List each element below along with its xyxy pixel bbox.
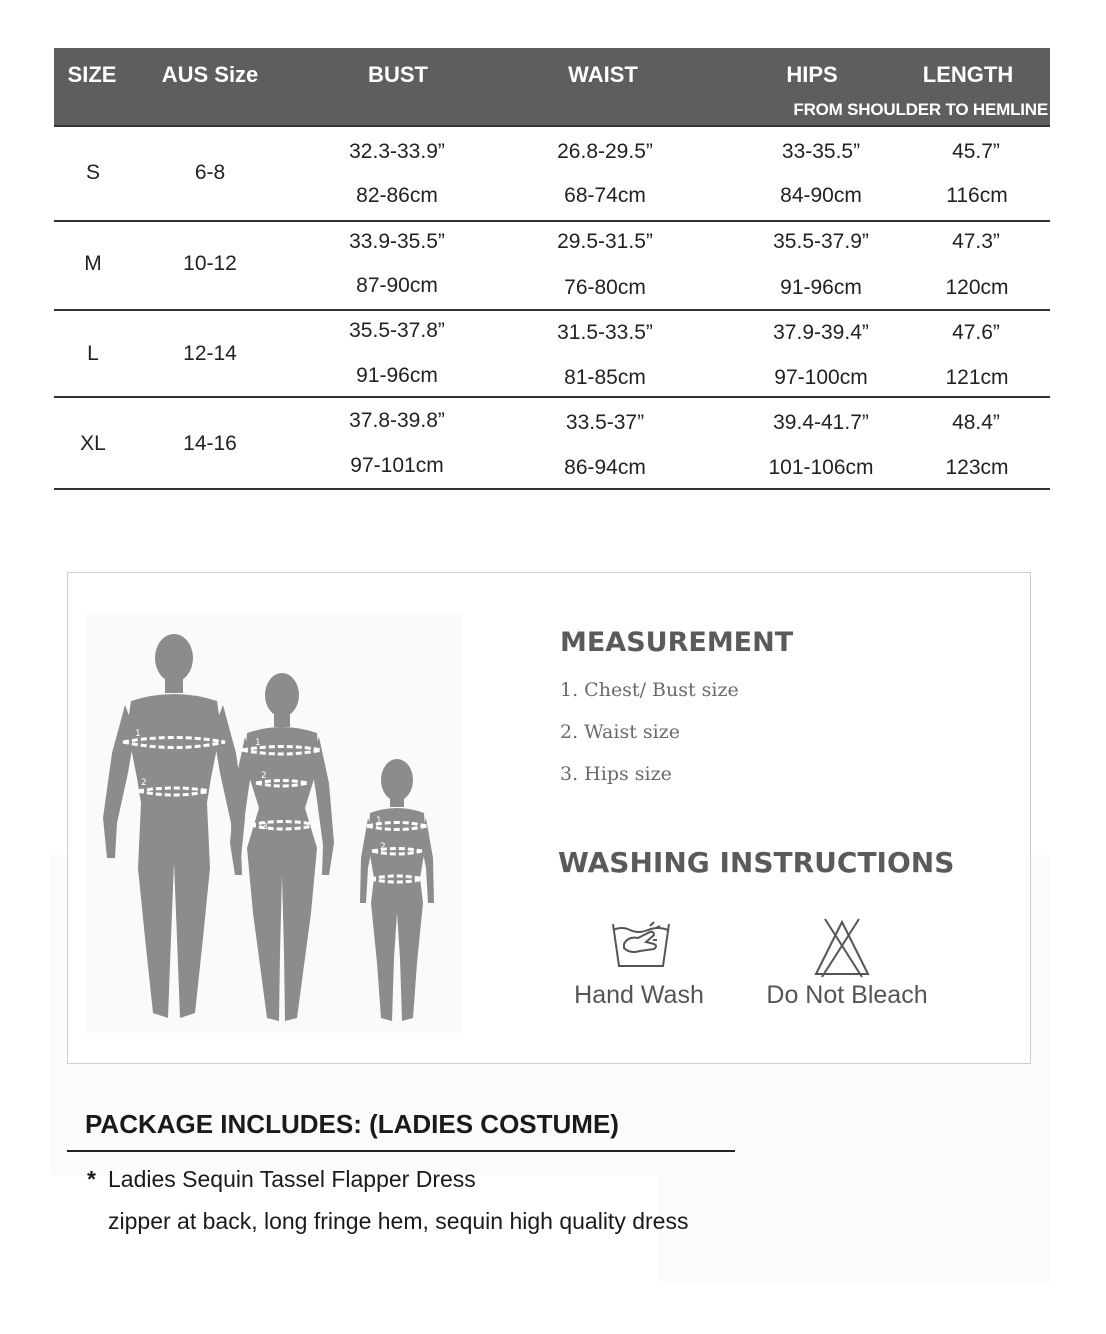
header-aus-size: AUS Size <box>161 62 259 87</box>
cell-bust-inches: 35.5-37.8” <box>349 319 445 342</box>
cell-bust-cm: 82-86cm <box>356 184 438 207</box>
figure-label: 2 <box>380 842 386 852</box>
measurement-item: 1. Chest/ Bust size <box>560 679 739 701</box>
do-not-bleach-icon <box>813 916 871 978</box>
measurement-item: 2. Waist size <box>560 721 680 743</box>
cell-hips-inches: 39.4-41.7” <box>773 411 869 434</box>
cell-waist-cm: 81-85cm <box>564 366 646 389</box>
cell-hips-inches: 33-35.5” <box>781 140 861 163</box>
cell-bust-inches: 37.8-39.8” <box>349 409 445 432</box>
cell-aus-size: 6-8 <box>194 161 226 184</box>
cell-length-inches: 48.4” <box>952 411 1000 434</box>
table-header <box>54 48 1050 125</box>
package-underline <box>67 1150 735 1152</box>
body-figures <box>85 613 461 1033</box>
header-bust: BUST <box>368 62 428 87</box>
hand-wash-label: Hand Wash <box>574 981 704 1009</box>
cell-bust-cm: 91-96cm <box>356 364 438 387</box>
figure-label: 2 <box>141 778 147 788</box>
measurement-figures-illustration <box>85 613 461 1033</box>
cell-hips-cm: 84-90cm <box>780 184 862 207</box>
cell-bust-inches: 33.9-35.5” <box>349 230 445 253</box>
package-item-detail: zipper at back, long fringe hem, sequin high quality dress <box>108 1208 689 1234</box>
cell-length-cm: 123cm <box>945 456 1009 479</box>
cell-aus-size: 14-16 <box>183 432 237 455</box>
do-not-bleach-label: Do Not Bleach <box>766 981 928 1009</box>
cell-length-cm: 121cm <box>945 366 1009 389</box>
cell-waist-inches: 29.5-31.5” <box>557 230 653 253</box>
cell-hips-cm: 91-96cm <box>780 276 862 299</box>
table-row <box>54 222 1050 311</box>
background-panel <box>658 1160 1050 1282</box>
cell-size: XL <box>80 432 106 455</box>
measurement-panel <box>67 572 1031 1064</box>
cell-waist-cm: 86-94cm <box>564 456 646 479</box>
cell-waist-cm: 68-74cm <box>564 184 646 207</box>
cell-waist-inches: 31.5-33.5” <box>557 321 653 344</box>
table-row <box>54 311 1050 398</box>
cell-size: S <box>85 161 101 184</box>
table-row <box>54 127 1050 222</box>
hand-wash-icon <box>610 918 672 970</box>
header-size: SIZE <box>67 62 117 87</box>
cell-size: M <box>84 252 102 275</box>
cell-bust-cm: 97-101cm <box>350 454 444 477</box>
cell-length-cm: 120cm <box>945 276 1009 299</box>
package-title: PACKAGE INCLUDES: (LADIES COSTUME) <box>85 1109 619 1139</box>
cell-aus-size: 10-12 <box>183 252 237 275</box>
figure-label: 1 <box>135 729 141 739</box>
measurement-title: MEASUREMENT <box>560 627 794 658</box>
measurement-item: 3. Hips size <box>560 763 672 785</box>
cell-bust-cm: 87-90cm <box>356 274 438 297</box>
figure-label: 1 <box>255 738 261 748</box>
cell-length-cm: 116cm <box>946 184 1008 207</box>
package-item: Ladies Sequin Tassel Flapper Dress <box>108 1166 476 1192</box>
header-waist: WAIST <box>568 62 638 87</box>
cell-bust-inches: 32.3-33.9” <box>349 140 445 163</box>
table-row <box>54 398 1050 490</box>
cell-hips-inches: 37.9-39.4” <box>773 321 869 344</box>
cell-hips-inches: 35.5-37.9” <box>773 230 869 253</box>
cell-hips-cm: 101-106cm <box>768 456 874 479</box>
header-hips: HIPS <box>786 62 838 87</box>
washing-title: WASHING INSTRUCTIONS <box>558 846 955 879</box>
cell-length-inches: 47.3” <box>952 230 1000 253</box>
cell-size: L <box>87 342 99 365</box>
cell-hips-cm: 97-100cm <box>774 366 868 389</box>
size-chart-table <box>0 0 1106 500</box>
figure-label: 2 <box>261 771 267 781</box>
row-divider <box>54 488 1050 490</box>
header-length-note: FROM SHOULDER TO HEMLINE <box>793 100 1048 119</box>
cell-length-inches: 47.6” <box>952 321 1000 344</box>
cell-aus-size: 12-14 <box>183 342 237 365</box>
cell-length-inches: 45.7” <box>952 140 1000 163</box>
figure-label: 3 <box>262 822 268 832</box>
header-length: LENGTH <box>922 62 1014 87</box>
cell-waist-cm: 76-80cm <box>564 276 646 299</box>
figure-label: 1 <box>376 816 382 826</box>
package-bullet: * <box>87 1166 96 1192</box>
cell-waist-inches: 26.8-29.5” <box>557 140 653 163</box>
cell-waist-inches: 33.5-37” <box>565 411 645 434</box>
